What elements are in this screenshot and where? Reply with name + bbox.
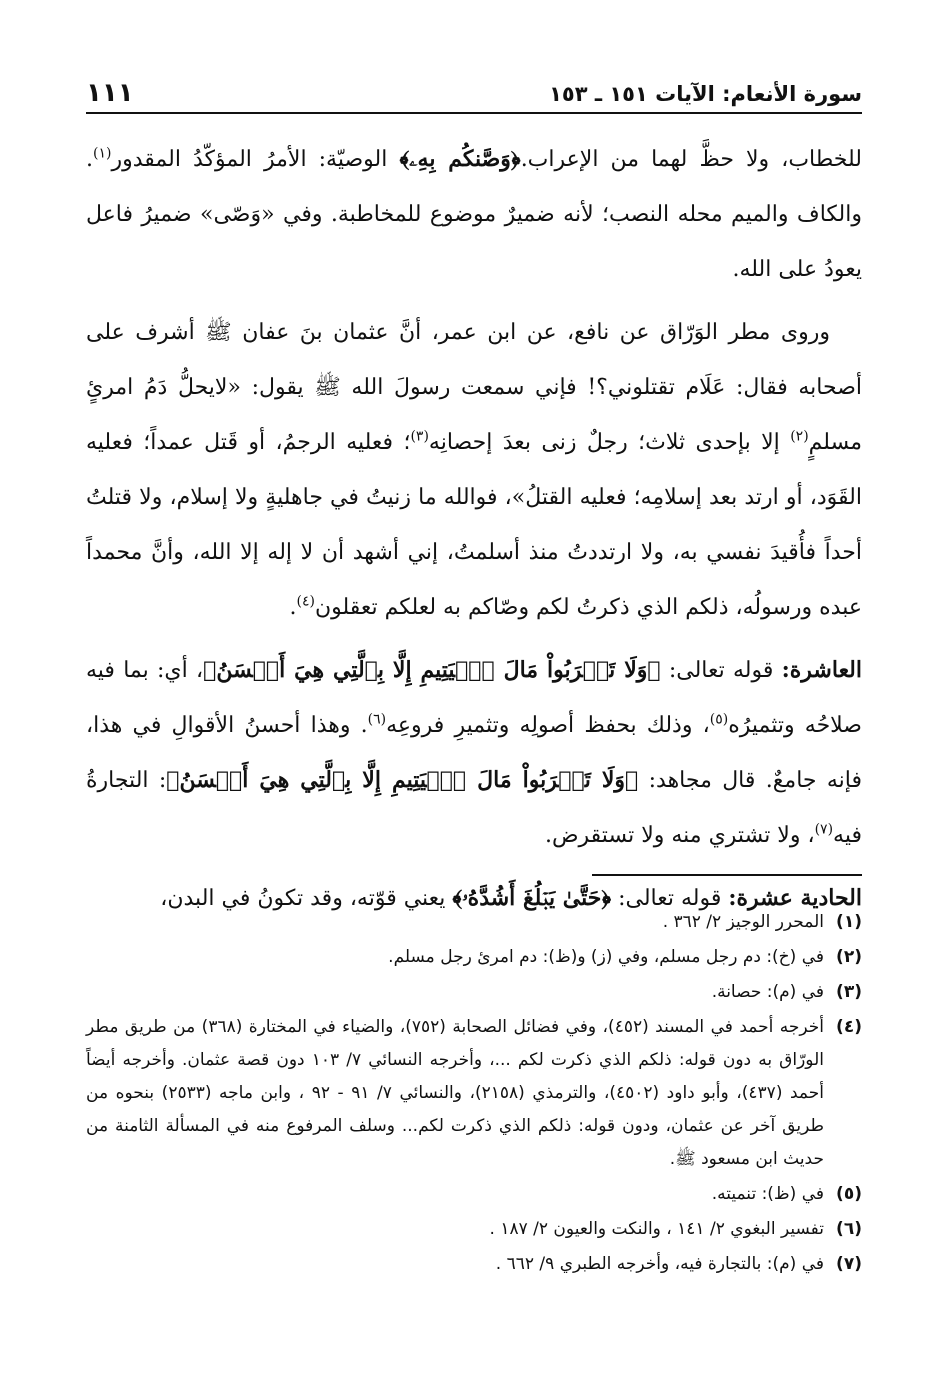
footnote-number: (٦)	[836, 1219, 862, 1239]
text-run: ، ولا تشتري منه ولا تستقرض.	[544, 823, 815, 848]
page-header	[86, 66, 862, 114]
footnote-number: (٣)	[836, 982, 862, 1002]
quran-quote: ﴿وَلَا تَقۡرَبُواْ مَالَ ٱلۡيَتِيمِ إِلَّا بِٱلَّتِي هِيَ أَحۡسَنُ﴾	[203, 657, 661, 683]
footnote-separator	[592, 874, 862, 876]
text-run: يعني قوّته، وقد تكونُ في البدن،	[160, 886, 453, 911]
paragraph-1	[86, 132, 862, 297]
footnote-ref[interactable]: (٢)	[790, 428, 809, 445]
text-run: إلا بإحدى ثلاث؛ رجلٌ زنى بعدَ إحصانِه	[428, 430, 791, 455]
text-run: ؛ فعليه الرجمُ، أو قَتل عمداً؛ فعليه القَوَد، أو ارتد بعد إسلامِه؛ فعليه القتلُ»، فوالله ما زنيتُ في جاهليةٍ ولا إسلام، ولا قتلتُ أحداً فأُقيدَ نفسي به، ولا ارتددتُ منذ أسلمتُ، إني أشهد أن لا إله إلا الله، وأنَّ محمداً عبده ورسولُه، ذلكم الذي ذكرتُ لكم وصّاكم به لعلكم تعقلون	[86, 430, 862, 620]
quran-quote: ﴿وَلَا تَقۡرَبُواْ مَالَ ٱلۡيَتِيمِ إِلَّا بِٱلَّتِي هِيَ أَحۡسَنُ﴾	[166, 767, 639, 793]
paragraph-3	[86, 643, 862, 863]
text-run: ، وذلك بحفظ أصولِه وتثميرِ فروعِه	[386, 713, 710, 738]
footnote	[86, 1248, 862, 1281]
footnote-text: في (خ): دم رجل مسلم، وفي (ز) و(ظ): دم امرئ رجل مسلم.	[388, 947, 824, 967]
paragraph-2	[86, 305, 862, 635]
main-text	[86, 132, 862, 934]
footnotes	[86, 906, 862, 1283]
text-run: ، أي: بما فيه صلاحُه وتثميرُه	[86, 658, 862, 738]
page-number: ١١١	[86, 78, 134, 108]
quran-quote: ﴿حَتَّىٰ يَبۡلُغَ أَشُدَّهُۥ﴾	[452, 885, 612, 911]
footnote-number: (٧)	[836, 1254, 862, 1274]
footnote-number: (١)	[836, 912, 862, 932]
text-run: وروى مطر الوَرّاق عن نافع، عن ابن عمر، أنَّ عثمان بنَ عفان ﷺ أشرف على أصحابه فقال: عَلَام تقتلوني؟! فإني سمعت رسولَ الله ﷺ يقول: «لايحلُّ دَمُ امرئٍ مسلمٍ	[86, 320, 862, 455]
footnote	[86, 941, 862, 974]
footnote-text: في (ظ): تنميته.	[711, 1184, 824, 1204]
footnote-ref[interactable]: (٥)	[709, 711, 729, 728]
footnote-text: أخرجه أحمد في المسند (٤٥٢)، وفي فضائل الصحابة (٧٥٢)، والضياء في المختارة (٣٦٨) من طريق مطر الورّاق به دون قوله: ذلكم الذي ذكرت لكم ...، وأخرجه النسائي ٧/ ١٠٣ دون قصة عثمان. وأخرجه أيضاً أحمد (٤٣٧)، وأبو داود (٤٥٠٢)، والترمذي (٢١٥٨)، والنسائي ٧/ ٩١ - ٩٢ ، وابن ماجه (٢٥٣٣) بنحوه من طريق آخر عن عثمان، ودون قوله: ذلكم الذي ذكرت لكم... وسلف المرفوع منه في المسألة الثامنة من حديث ابن مسعود ﷺ.	[86, 1017, 825, 1169]
footnote-text: في (م): حصانة.	[711, 982, 824, 1002]
footnote-text: في (م): بالتجارة فيه، وأخرجه الطبري ٩/ ٦٦٢ .	[495, 1254, 824, 1274]
footnote-text: المحرر الوجيز ٢/ ٣٦٢ .	[662, 912, 824, 932]
section-lead: الحادية عشرة:	[728, 885, 862, 911]
footnote-text: تفسير البغوي ٢/ ١٤١ ، والنكت والعيون ٢/ ١٨٧ .	[489, 1219, 824, 1239]
text-run: . والكاف والميم محله النصب؛ لأنه ضميرٌ موضوع للمخاطبة. وفي «وَصّى» ضميرُ فاعل يعودُ على الله.	[86, 147, 862, 282]
text-run: قوله تعالى:	[660, 658, 782, 683]
text-run: قوله تعالى:	[611, 886, 729, 911]
text-run: . وهذا أحسنُ الأقوالِ في هذا، فإنه جامعٌ. قال مجاهد:	[86, 713, 862, 793]
footnote	[86, 1178, 862, 1211]
running-title: سورة الأنعام: الآيات ١٥١ ـ ١٥٣	[549, 82, 862, 106]
footnote-number: (٥)	[836, 1184, 862, 1204]
text-run: .	[289, 595, 297, 620]
text-run: للخطاب، ولا حظَّ لهما من الإعراب.	[520, 147, 862, 172]
footnote	[86, 976, 862, 1009]
footnote-number: (٢)	[836, 947, 862, 967]
footnote	[86, 1011, 862, 1176]
section-lead: العاشرة:	[781, 657, 862, 683]
text-run: الوصيّة: الأمرُ المؤكّدُ المقدور	[111, 147, 400, 172]
footnote	[86, 1213, 862, 1246]
footnote-ref[interactable]: (١)	[93, 145, 112, 162]
quran-quote: ﴿وَصَّنكُم بِهِۦ﴾	[399, 146, 521, 172]
footnote-ref[interactable]: (٤)	[296, 593, 315, 610]
footnote-ref[interactable]: (٣)	[410, 428, 429, 445]
footnote-ref[interactable]: (٦)	[367, 711, 387, 728]
footnote-ref[interactable]: (٧)	[814, 821, 834, 838]
footnote	[86, 906, 862, 939]
text-run: : التجارةُ فيه	[86, 768, 862, 848]
footnote-number: (٤)	[836, 1017, 862, 1037]
